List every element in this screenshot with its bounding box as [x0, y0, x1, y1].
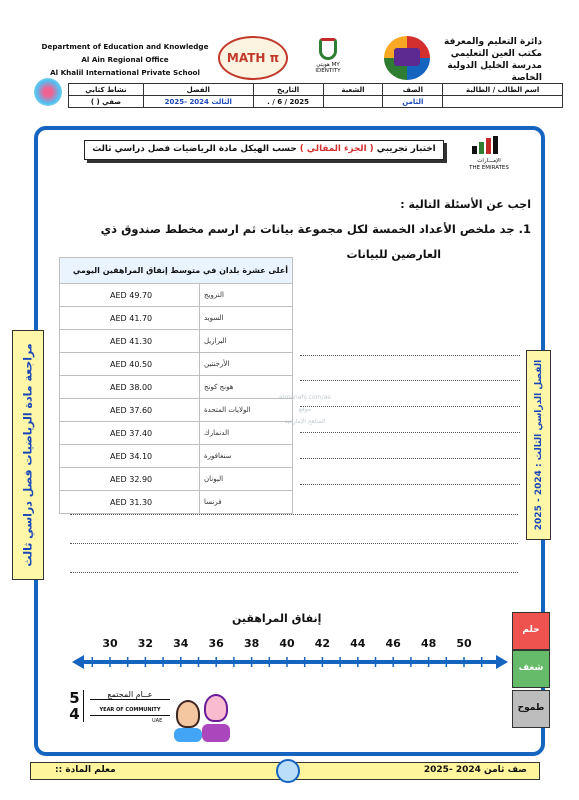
uae-logo: [458, 136, 520, 172]
number-line: [70, 630, 510, 674]
answer-line[interactable]: [300, 355, 520, 356]
row-value: AED 41.70: [60, 307, 200, 330]
info-header-row: [69, 84, 563, 96]
watermark-line3: المناهج الإماراتية: [284, 418, 326, 425]
activity-value: صفي ( ): [69, 96, 144, 108]
watermark-line1: almanahj.com/ae: [279, 394, 331, 401]
row-value: AED 31.30: [60, 491, 200, 514]
table-row: [60, 491, 293, 514]
table-row: [60, 353, 293, 376]
info-cell: نشاط كتابي: [69, 84, 144, 96]
grade-value: الثامن: [383, 96, 443, 108]
watermark-line2: موقع: [298, 406, 312, 413]
year-number-top: 5: [69, 689, 80, 707]
number-line-label: 32: [137, 637, 154, 650]
left-side-banner: [12, 330, 44, 580]
row-country: البرازيل: [200, 330, 293, 353]
answer-line[interactable]: [300, 484, 520, 485]
right-banner-text: الفصل الدراسي الثالث : 2024 - 2025: [533, 359, 544, 531]
student-name-field[interactable]: [443, 96, 563, 108]
header-en-line2: Al Ain Regional Office: [81, 55, 169, 64]
number-line-label: 48: [420, 637, 437, 650]
row-country: النرويج: [200, 284, 293, 307]
row-value: AED 38.00: [60, 376, 200, 399]
row-value: AED 37.60: [60, 399, 200, 422]
number-line-label: 34: [173, 637, 189, 650]
row-country: اليونان: [200, 468, 293, 491]
right-side-banner: [526, 350, 551, 540]
header-en-line3: Al Khalil International Private School: [50, 68, 200, 77]
child-figure-icon: [176, 700, 200, 728]
row-country: سنغافورة: [200, 445, 293, 468]
number-line-label: 44: [350, 637, 366, 650]
student-info-table: [68, 83, 563, 108]
row-value: AED 37.40: [60, 422, 200, 445]
row-value: AED 40.50: [60, 353, 200, 376]
question-1-line2: العارضين للبيانات: [346, 248, 441, 261]
header-ar-line1: دائرة التعليم والمعرفة: [443, 37, 542, 47]
info-cell: الشعبة: [323, 84, 383, 96]
uae-logo-ar: الإمـــارات: [477, 158, 501, 164]
row-value: AED 41.30: [60, 330, 200, 353]
table-row: [60, 330, 293, 353]
footer-teacher: معلم المادة ::: [55, 765, 116, 775]
year-community-uae: UAE: [152, 718, 163, 724]
year-community-en: YEAR OF COMMUNITY: [90, 706, 170, 716]
exam-title: [84, 140, 444, 160]
answer-line[interactable]: [300, 432, 520, 433]
identity-logo-label: هويتي MY IDENTITY: [315, 62, 341, 74]
number-line-label: 36: [208, 637, 224, 650]
spending-data-table: [59, 257, 293, 514]
number-line-label: 46: [385, 637, 401, 650]
row-country: الأرجنتين: [200, 353, 293, 376]
info-cell: التاريخ: [253, 84, 323, 96]
child-body-icon: [174, 728, 202, 742]
row-value: AED 32.90: [60, 468, 200, 491]
header-english-block: [36, 40, 214, 79]
year-number-bottom: 4: [69, 705, 80, 723]
colorful-emblem-icon: [34, 78, 62, 106]
data-table-title: أعلى عشرة بلدان في متوسط إنفاق المراهقين اليومي: [60, 258, 293, 284]
child-figure-icon: [204, 694, 228, 722]
table-row: [60, 307, 293, 330]
answer-line[interactable]: [300, 406, 520, 407]
identity-logo: [306, 36, 350, 80]
header-arabic-block: [422, 36, 542, 84]
year-number: [66, 690, 84, 722]
number-line-label: 38: [243, 637, 260, 650]
info-cell: اسم الطالب / الطالبة: [443, 84, 563, 96]
term-value: الثالث 2024 -2025: [143, 96, 253, 108]
data-table-header: [60, 258, 293, 284]
answer-line[interactable]: [70, 543, 518, 544]
school-header: [20, 30, 560, 84]
info-cell: الصف: [383, 84, 443, 96]
identity-mark-icon: [319, 38, 337, 60]
watermark: [250, 392, 360, 428]
row-country: السويد: [200, 307, 293, 330]
date-value: 2025 / 6 / .: [253, 96, 323, 108]
number-line-label: 40: [279, 637, 295, 650]
table-row: [60, 468, 293, 491]
footer-grade: صف ثامن 2024 -2025: [423, 765, 527, 775]
info-cell: الفصل: [143, 84, 253, 96]
title-highlight: ( الجزء المقالي ): [299, 144, 374, 154]
uae-logo-en: THE EMIRATES: [469, 165, 509, 171]
number-line-title: إنفاق المراهقين: [232, 612, 322, 625]
table-row: [60, 445, 293, 468]
children-illustration: [172, 688, 236, 744]
year-of-community-logo: [66, 688, 172, 736]
header-en-line1: Department of Education and Knowledge: [41, 42, 209, 51]
info-value-row: [69, 96, 563, 108]
year-community-ar: عــام المجتمع: [90, 690, 170, 700]
number-line-label: 50: [456, 637, 472, 650]
arrow-left-icon: [72, 655, 84, 669]
row-value: AED 34.10: [60, 445, 200, 468]
title-prefix: اختبار تجريبي: [376, 144, 436, 154]
table-row: [60, 284, 293, 307]
answer-line[interactable]: [70, 514, 518, 515]
number-line-label: 42: [314, 637, 331, 650]
answer-line[interactable]: [300, 380, 520, 381]
header-ar-line2: مكتب العين التعليمي: [450, 49, 542, 59]
number-line-label: 30: [102, 637, 118, 650]
question-1-line1: 1. جد ملخص الأعداد الخمسة لكل مجموعة بيانات ثم ارسم مخطط صندوق ذي: [100, 222, 531, 236]
row-country: هونج كونج: [200, 376, 293, 399]
answer-line[interactable]: [300, 458, 520, 459]
badge-passion: شغف: [512, 650, 550, 688]
math-logo: MATH π: [218, 36, 288, 80]
uae-logo-text: [458, 158, 520, 172]
uae-flag-bars-icon: [472, 136, 502, 154]
row-country: الدنمارك: [200, 422, 293, 445]
answer-line[interactable]: [70, 572, 518, 573]
instructions-heading: اجب عن الأسئلة التالية :: [400, 198, 531, 211]
footer-circle-icon: [276, 759, 300, 783]
badge-dream: حلم: [512, 612, 550, 650]
header-ar-line3: مدرسة الخليل الدولية الخاصة: [447, 61, 542, 83]
badge-ambition: طموح: [512, 690, 550, 728]
row-country: الولايات المتحدة: [200, 399, 293, 422]
row-country: فرنسا: [200, 491, 293, 514]
row-value: AED 49.70: [60, 284, 200, 307]
left-banner-text: مراجعة مادة الرياضيات فصل دراسي ثالث: [21, 343, 35, 567]
section-field[interactable]: [323, 96, 383, 108]
arrow-right-icon: [496, 655, 508, 669]
child-body-icon: [202, 724, 230, 742]
title-suffix: حسب الهيكل مادة الرياضيات فصل دراسي ثالث: [92, 144, 297, 154]
